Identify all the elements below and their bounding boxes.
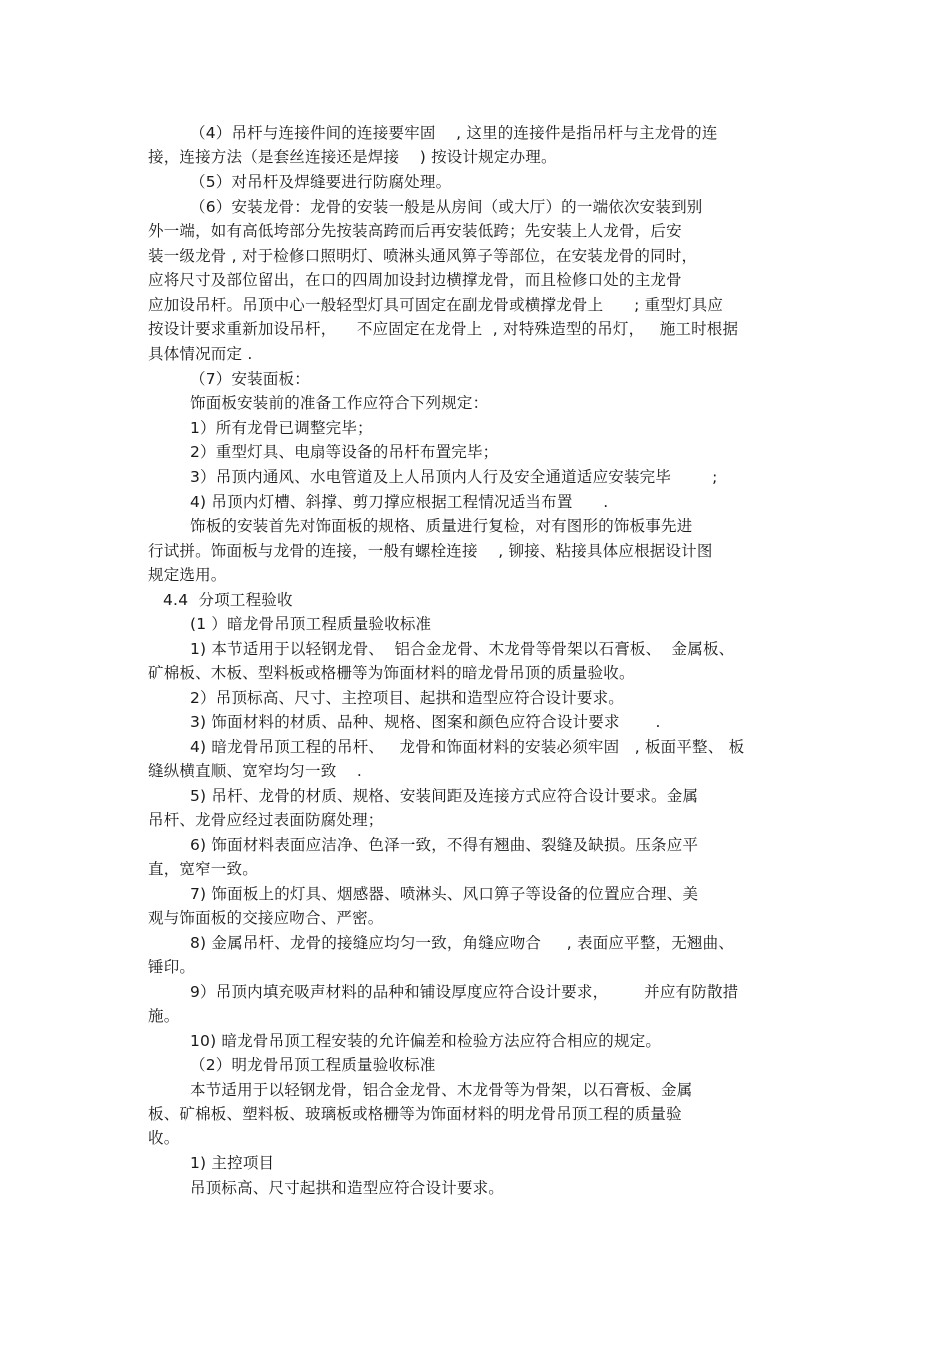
- text-line: 收。: [148, 1129, 180, 1147]
- text-line: 应将尺寸及部位留出，在口的四周加设封边横撑龙骨，而且检修口处的主龙骨: [148, 271, 682, 289]
- text-line: 饰面板安装前的准备工作应符合下列规定：: [190, 394, 489, 412]
- text-line: 7) 饰面板上的灯具、烟感器、喷淋头、风口箅子等设备的位置应合理、美: [190, 885, 699, 903]
- text-line: 观与饰面板的交接应吻合、严密。: [148, 909, 384, 927]
- text-line: 1）所有龙骨已调整完毕；: [190, 419, 373, 437]
- text-line: （4）吊杆与连接件间的连接要牢固 , 这里的连接件是指吊杆与主龙骨的连: [190, 124, 718, 142]
- text-line: 具体情况而定 .: [148, 345, 253, 363]
- text-line: 6) 饰面材料表面应洁净、色泽一致，不得有翘曲、裂缝及缺损。压条应平: [190, 836, 699, 854]
- text-line: 吊杆、龙骨应经过表面防腐处理；: [148, 811, 384, 829]
- text-line: （6）安装龙骨：龙骨的安装一般是从房间（或大厅）的一端依次安装到别: [190, 198, 703, 216]
- text-line: 9）吊顶内填充吸声材料的品种和铺设厚度应符合设计要求， 并应有防散措: [190, 983, 739, 1001]
- text-line: 4) 暗龙骨吊顶工程的吊杆、 龙骨和饰面材料的安装必须牢固 , 板面平整、 板: [190, 738, 745, 756]
- text-line: (1 ）暗龙骨吊顶工程质量验收标准: [190, 615, 432, 633]
- text-line: 10) 暗龙骨吊顶工程安装的允许偏差和检验方法应符合相应的规定。: [190, 1032, 662, 1050]
- text-line: 饰板的安装首先对饰面板的规格、质量进行复检，对有图形的饰板事先进: [190, 517, 693, 535]
- text-line: （7）安装面板：: [190, 370, 310, 388]
- text-line: 本节适用于以轻钢龙骨，铝合金龙骨、木龙骨等为骨架，以石膏板、金属: [190, 1081, 693, 1099]
- text-line: 矿棉板、木板、型料板或格栅等为饰面材料的暗龙骨吊顶的质量验收。: [148, 664, 635, 682]
- text-line: 2）吊顶标高、尺寸、主控项目、起拱和造型应符合设计要求。: [190, 689, 624, 707]
- text-line: 吊顶标高、尺寸起拱和造型应符合设计要求。: [190, 1179, 505, 1197]
- text-line: 锤印。: [148, 958, 196, 976]
- text-line: 接，连接方法（是套丝连接还是焊接 ) 按设计规定办理。: [148, 148, 557, 166]
- text-line: 装一级龙骨 , 对于检修口照明灯、喷淋头通风箅子等部位，在安装龙骨的同时，: [148, 247, 698, 265]
- text-line: （5）对吊杆及焊缝要进行防腐处理。: [190, 173, 452, 191]
- text-line: 缝纵横直顺、宽窄均匀一致 .: [148, 762, 363, 780]
- text-line: 外一端，如有高低垮部分先按装高跨而后再安装低跨；先安装上人龙骨，后安: [148, 222, 682, 240]
- text-line: 规定选用。: [148, 566, 227, 584]
- text-line: 3) 饰面材料的材质、品种、规格、图案和颜色应符合设计要求 .: [190, 713, 661, 731]
- text-line: 应加设吊杆。吊顶中心一般轻型灯具可固定在副龙骨或横撑龙骨上 ; 重型灯具应: [148, 296, 724, 314]
- text-line: 1) 主控项目: [190, 1154, 275, 1172]
- text-line: 4.4 分项工程验收: [163, 591, 293, 609]
- text-line: （2）明龙骨吊顶工程质量验收标准: [190, 1056, 436, 1074]
- text-line: 行试拼。饰面板与龙骨的连接，一般有螺栓连接 , 铆接、粘接具体应根据设计图: [148, 542, 713, 560]
- text-line: 施。: [148, 1007, 180, 1025]
- text-line: 1) 本节适用于以轻钢龙骨、 铝合金龙骨、木龙骨等骨架以石膏板、 金属板、: [190, 640, 735, 658]
- text-line: 8) 金属吊杆、龙骨的接缝应均匀一致，角缝应吻合 , 表面应平整，无翘曲、: [190, 934, 735, 952]
- text-line: 2）重型灯具、电扇等设备的吊杆布置完毕；: [190, 443, 499, 461]
- text-line: 按设计要求重新加设吊杆， 不应固定在龙骨上 , 对特殊造型的吊灯， 施工时根据: [148, 320, 739, 338]
- text-line: 板、矿棉板、塑料板、玻璃板或格栅等为饰面材料的明龙骨吊顶工程的质量验: [148, 1105, 682, 1123]
- text-line: 5) 吊杆、龙骨的材质、规格、安装间距及连接方式应符合设计要求。金属: [190, 787, 699, 805]
- text-line: 直，宽窄一致。: [148, 860, 258, 878]
- text-line: 3）吊顶内通风、水电管道及上人吊顶内人行及安全通道适应安装完毕 ;: [190, 468, 718, 486]
- text-line: 4) 吊顶内灯槽、斜撑、剪刀撑应根据工程情况适当布置 .: [190, 493, 609, 511]
